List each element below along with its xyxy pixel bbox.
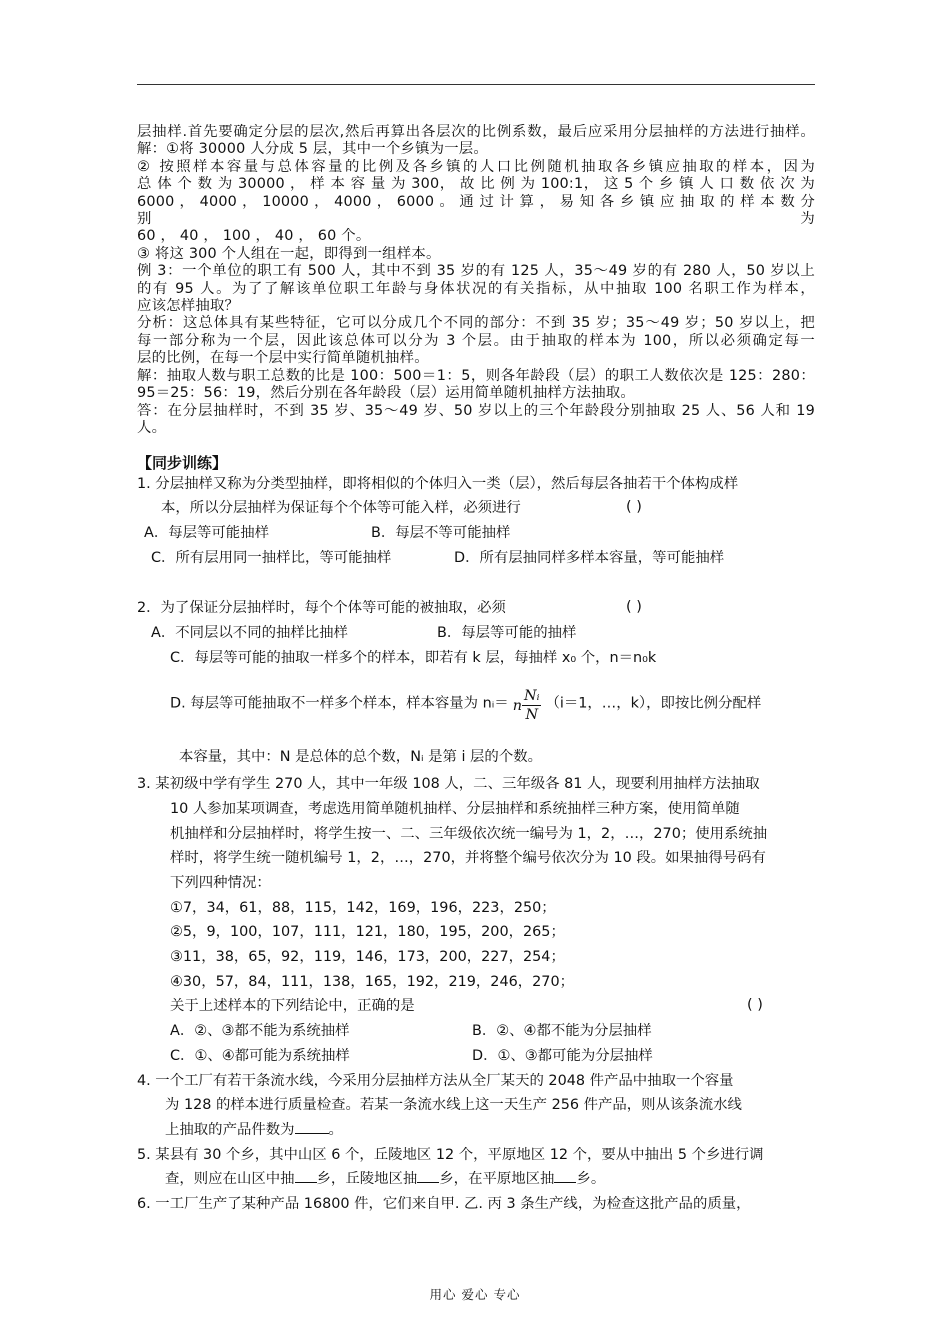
q4-stem-line-3 bbox=[165, 1118, 343, 1143]
example3-line: 应该怎样抽取？ bbox=[137, 298, 240, 315]
q4-answer-blank[interactable] bbox=[295, 1119, 329, 1134]
q4-text: 上抽取的产品件数为 bbox=[165, 1122, 295, 1138]
q3-option-c: C．①、④都可能为系统抽样 bbox=[170, 1048, 350, 1064]
q4-stem-line: 4. 一个工厂有若干条流水线，今采用分层抽样方法从全厂某天的 2048 件产品中抽取一个容量 bbox=[137, 1073, 734, 1089]
q5-text: 乡，丘陵地区抽 bbox=[316, 1171, 418, 1187]
intro-line: 60 ， 40 ， 100 ， 40 ， 60 个。 bbox=[137, 228, 371, 245]
q2-option-d-continued: 本容量，其中：N 是总体的总个数，Nᵢ 是第 i 层的个数。 bbox=[179, 749, 542, 765]
answer-line: 人。 bbox=[137, 419, 167, 436]
section-heading: 【同步训练】 bbox=[137, 454, 228, 472]
q2-option-d-text-end: （i＝1，…，k），即按比例分配样 bbox=[545, 695, 762, 712]
q5-mountain-blank[interactable] bbox=[295, 1168, 317, 1183]
q2-option-d-text: D. 每层等可能抽取不一样多个样本，样本容量为 nᵢ＝ bbox=[170, 695, 509, 712]
q6-stem-line: 6. 一工厂生产了某种产品 16800 件，它们来自甲. 乙. 丙 3 条生产线，为检查这批产品的质量， bbox=[137, 1196, 751, 1212]
q3-stem-line: 下列四种情况： bbox=[170, 875, 271, 891]
q5-text: 乡。 bbox=[576, 1171, 606, 1187]
q3-option-b: B．②、④都不能为分层抽样 bbox=[472, 1023, 652, 1039]
q1-option-d: D．所有层抽同样多样本容量，等可能抽样 bbox=[454, 550, 725, 566]
q5-text: 查，则应在山区中抽 bbox=[165, 1171, 295, 1187]
analysis-line: 层的比例，在每一个层中实行简单随机抽样。 bbox=[137, 350, 429, 367]
fraction-denominator: N bbox=[525, 707, 539, 723]
intro-line: ② 按照样本容量与总体容量的比例及各乡镇的人口比例随机抽取各乡镇应抽取的样本，因为 bbox=[137, 158, 815, 175]
q3-option-a: A．②、③都不能为系统抽样 bbox=[170, 1023, 350, 1039]
worked-examples bbox=[137, 124, 815, 437]
q3-option-d: D．①、③都可能为分层抽样 bbox=[472, 1048, 653, 1064]
q5-plain-blank[interactable] bbox=[554, 1168, 576, 1183]
q3-stem-line: 10 人参加某项调查，考虑选用简单随机抽样、分层抽样和系统抽样三种方案，使用简单随 bbox=[170, 801, 740, 817]
q1-stem-line: 本，所以分层抽样为保证每个个体等可能入样，必须进行 bbox=[161, 500, 521, 516]
q1-option-b: B．每层不等可能抽样 bbox=[371, 525, 511, 541]
q3-sample-1: ①7，34，61，88，115，142，169，196，223，250； bbox=[170, 900, 556, 916]
q3-stem-line: 样时，将学生统一随机编号 1，2，…，270，并将整个编号依次分为 10 段。如果抽得号码有 bbox=[170, 850, 766, 866]
q3-question: 关于上述样本的下列结论中，正确的是 bbox=[170, 998, 415, 1014]
q5-hill-blank[interactable] bbox=[417, 1168, 439, 1183]
fraction-numerator: Nᵢ bbox=[523, 688, 540, 704]
q2-option-a: A．不同层以不同的抽样比抽样 bbox=[151, 625, 348, 641]
q5-text: 乡，在平原地区抽 bbox=[439, 1171, 555, 1187]
q5-stem-line-2 bbox=[165, 1167, 605, 1192]
fraction-formula bbox=[513, 687, 542, 724]
q1-stem-line: 1. 分层抽样又称为分类型抽样，即将相似的个体归入一类（层），然后每层各抽若干个体构成样 bbox=[137, 476, 739, 492]
q3-sample-4: ④30，57，84，111，138，165，192，219，246，270； bbox=[170, 974, 575, 990]
intro-line: ③ 将这 300 个人组在一起，即得到一组样本。 bbox=[137, 245, 441, 262]
fraction-prefix: n bbox=[512, 697, 522, 714]
analysis-line: 每一部分称为一个层，因此该总体可以分为 3 个层。由于抽取的样本为 100，所以必须确定每一 bbox=[137, 332, 815, 349]
q1-option-c: C．所有层用同一抽样比，等可能抽样 bbox=[151, 550, 392, 566]
q5-stem-line: 5. 某县有 30 个乡，其中山区 6 个，丘陵地区 12 个，平原地区 12 个，要从中抽出 5 个乡进行调 bbox=[137, 1147, 764, 1163]
example3-line: 的有 95 人。为了了解该单位职工年龄与身体状况的有关指标，从中抽取 100 名职工作为样本， bbox=[137, 280, 815, 297]
q3-stem-line: 机抽样和分层抽样时，将学生按一、二、三年级依次统一编号为 1，2，…，270；使用系统抽 bbox=[170, 826, 768, 842]
q4-period: 。 bbox=[328, 1122, 343, 1138]
q1-answer-paren: ( ) bbox=[626, 499, 642, 515]
page-footer: 用心 爱心 专心 bbox=[429, 1287, 521, 1302]
intro-line: 解：①将 30000 人分成 5 层，其中一个乡镇为一层。 bbox=[137, 141, 488, 158]
q3-sample-3: ③11，38，65，92，119，146，173，200，227，254； bbox=[170, 949, 565, 965]
q2-option-c: C．每层等可能的抽取一样多个的样本，即若有 k 层，每抽样 x₀ 个，n＝n₀k bbox=[170, 650, 657, 666]
q2-option-d bbox=[170, 685, 761, 722]
solution-line: 95＝25：56：19，然后分别在各年龄段（层）运用简单随机抽样方法抽取。 bbox=[137, 385, 635, 402]
answer-line: 答：在分层抽样时，不到 35 岁、35～49 岁、50 岁以上的三个年龄段分别抽取 25 人、56 人和 19 bbox=[137, 402, 815, 419]
analysis-line: 分析：这总体具有某些特征，它可以分成几个不同的部分：不到 35 岁；35～49 岁；50 岁以上，把 bbox=[137, 315, 815, 332]
header-rule bbox=[137, 84, 815, 85]
q4-stem-line: 为 128 的样本进行质量检查。若某一条流水线上这一天生产 256 件产品，则从该条流水线 bbox=[165, 1097, 742, 1113]
q3-sample-2: ②5，9，100，107，111，121，180，195，200，265； bbox=[170, 924, 565, 940]
example3-line: 例 3：一个单位的职工有 500 人，其中不到 35 岁的有 125 人，35～49 岁的有 280 人，50 岁以上 bbox=[137, 263, 815, 280]
intro-line: 层抽样.首先要确定分层的层次,然后再算出各层次的比例系数，最后应采用分层抽样的方法进行抽样。 bbox=[137, 124, 815, 140]
solution-line: 解：抽取人数与职工总数的比是 100：500＝1：5，则各年龄段（层）的职工人数依次是 125：280： bbox=[137, 367, 815, 384]
q2-answer-paren: ( ) bbox=[626, 599, 642, 615]
q2-stem: 2．为了保证分层抽样时，每个个体等可能的被抽取，必须 bbox=[137, 600, 506, 616]
q1-option-a: A．每层等可能抽样 bbox=[144, 525, 269, 541]
intro-line: 总 体 个 数 为 30000 ， 样 本 容 量 为 300， 故 比 例 为 100:1， 这 5 个 乡 镇 人 口 数 依 次 为 bbox=[137, 176, 815, 193]
intro-line: 6000 ， 4000 ， 10000 ， 4000 ， 6000 。 通 过 计 算 ， 易 知 各 乡 镇 应 抽 取 的 样 本 数 分 别 为 bbox=[137, 193, 815, 228]
q3-answer-paren: ( ) bbox=[747, 997, 763, 1013]
q2-option-b: B．每层等可能的抽样 bbox=[437, 625, 577, 641]
q3-stem-line: 3. 某初级中学有学生 270 人，其中一年级 108 人，二、三年级各 81 人，现要利用抽样方法抽取 bbox=[137, 776, 760, 792]
